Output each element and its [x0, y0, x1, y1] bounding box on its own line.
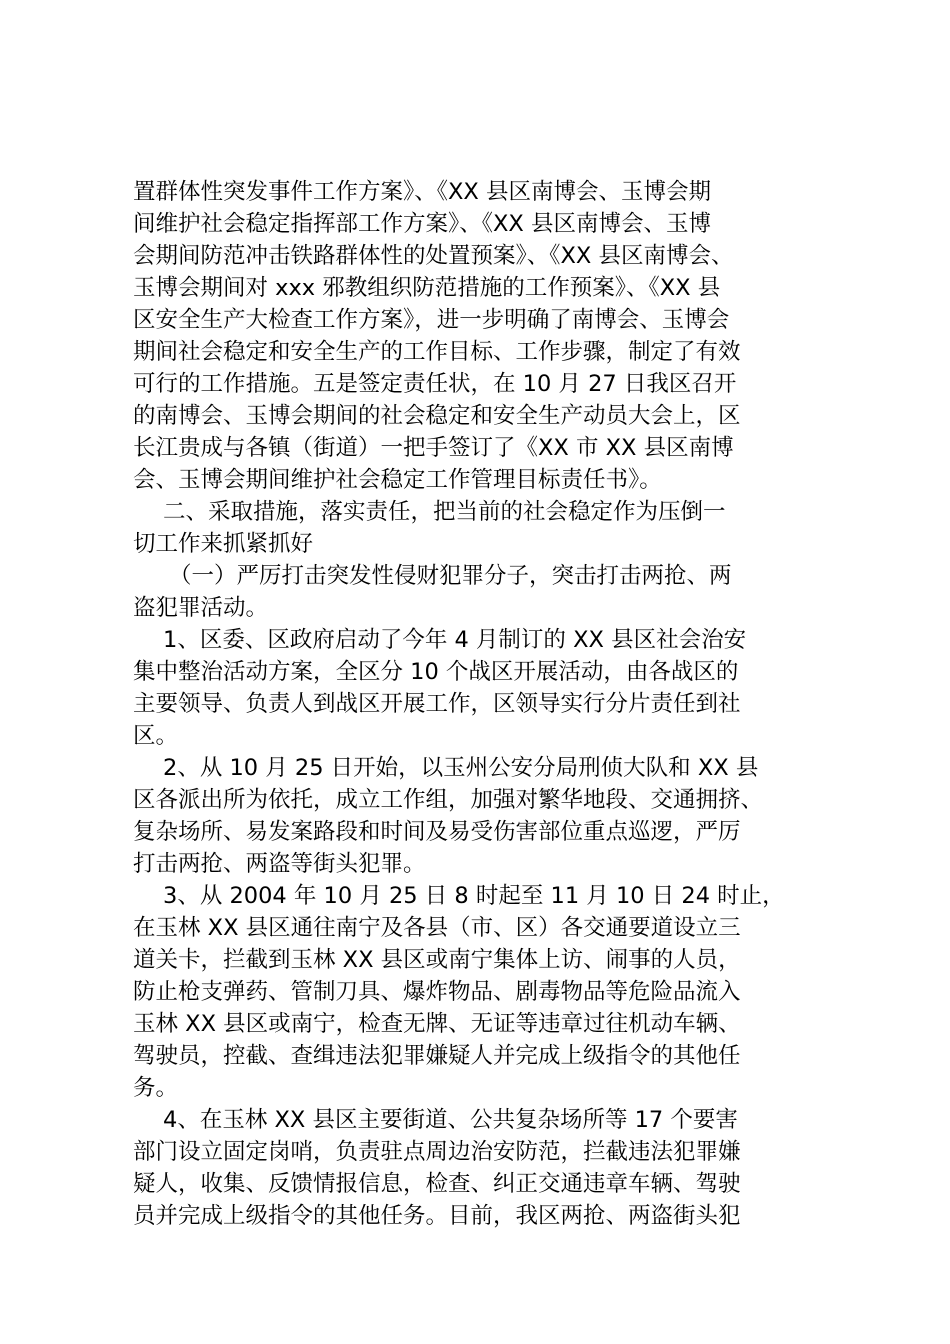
subsection-heading-line: （一）严厉打击突发性侵财犯罪分子，突击打击两抢、两: [169, 563, 732, 589]
text-line: 打击两抢、两盗等街头犯罪。: [133, 851, 426, 877]
text-line: 务。: [133, 1075, 179, 1101]
text-line: 长江贵成与各镇（街道）一把手签订了《XX 市 XX 县区南博: [133, 435, 734, 461]
text-line: 2、从 10 月 25 日开始，以玉州公安分局刑侦大队和 XX 县: [163, 755, 759, 781]
text-line: 间维护社会稳定指挥部工作方案》、《XX 县区南博会、玉博: [133, 211, 711, 237]
text-line: 区。: [133, 723, 179, 749]
section-heading-line: 切工作来抓紧抓好: [133, 531, 314, 557]
text-line: 驾驶员，控截、查缉违法犯罪嫌疑人并完成上级指令的其他任: [133, 1043, 741, 1069]
text-line: 复杂场所、易发案路段和时间及易受伤害部位重点巡逻，严厉: [133, 819, 741, 845]
text-line: 的南博会、玉博会期间的社会稳定和安全生产动员大会上，区: [133, 403, 741, 429]
subsection-heading-line: 盗犯罪活动。: [133, 595, 269, 621]
text-line: 期间社会稳定和安全生产的工作目标、工作步骤，制定了有效: [133, 339, 741, 365]
text-line: 在玉林 XX 县区通往南宁及各县（市、区）各交通要道设立三: [133, 915, 741, 941]
text-line: 置群体性突发事件工作方案》、《XX 县区南博会、玉博会期: [133, 179, 711, 205]
text-line: 4、在玉林 XX 县区主要街道、公共复杂场所等 17 个要害: [163, 1107, 738, 1133]
text-line: 玉博会期间对 xxx 邪教组织防范措施的工作预案》、《XX 县: [133, 275, 721, 301]
text-line: 3、从 2004 年 10 月 25 日 8 时起至 11 月 10 日 24 时止，: [163, 883, 785, 909]
text-line: 会、玉博会期间维护社会稳定工作管理目标责任书》。: [133, 467, 662, 493]
text-line: 防止枪支弹药、管制刀具、爆炸物品、剧毒物品等危险品流入: [133, 979, 741, 1005]
text-line: 疑人，收集、反馈情报信息，检查、纠正交通违章车辆、驾驶: [133, 1171, 741, 1197]
document-body: [133, 176, 838, 1232]
text-line: 主要领导、负责人到战区开展工作，区领导实行分片责任到社: [133, 691, 741, 717]
text-line: 1、区委、区政府启动了今年 4 月制订的 XX 县区社会治安: [163, 627, 747, 653]
section-heading-line: 二、采取措施，落实责任，把当前的社会稳定作为压倒一: [163, 499, 726, 525]
text-line: 部门设立固定岗哨，负责驻点周边治安防范，拦截违法犯罪嫌: [133, 1139, 741, 1165]
text-line: 集中整治活动方案，全区分 10 个战区开展活动，由各战区的: [133, 659, 739, 685]
text-line: 可行的工作措施。五是签定责任状，在 10 月 27 日我区召开: [133, 371, 737, 397]
text-line: 会期间防范冲击铁路群体性的处置预案》、《XX 县区南博会、: [133, 243, 734, 269]
text-line: 道关卡，拦截到玉林 XX 县区或南宁集体上访、闹事的人员，: [133, 947, 741, 973]
text-line: 区安全生产大检查工作方案》，进一步明确了南博会、玉博会: [133, 307, 730, 333]
text-line: 员并完成上级指令的其他任务。目前，我区两抢、两盗街头犯: [133, 1203, 741, 1229]
text-line: 区各派出所为依托，成立工作组，加强对繁华地段、交通拥挤、: [133, 787, 764, 813]
text-line: 玉林 XX 县区或南宁，检查无牌、无证等违章过往机动车辆、: [133, 1011, 741, 1037]
